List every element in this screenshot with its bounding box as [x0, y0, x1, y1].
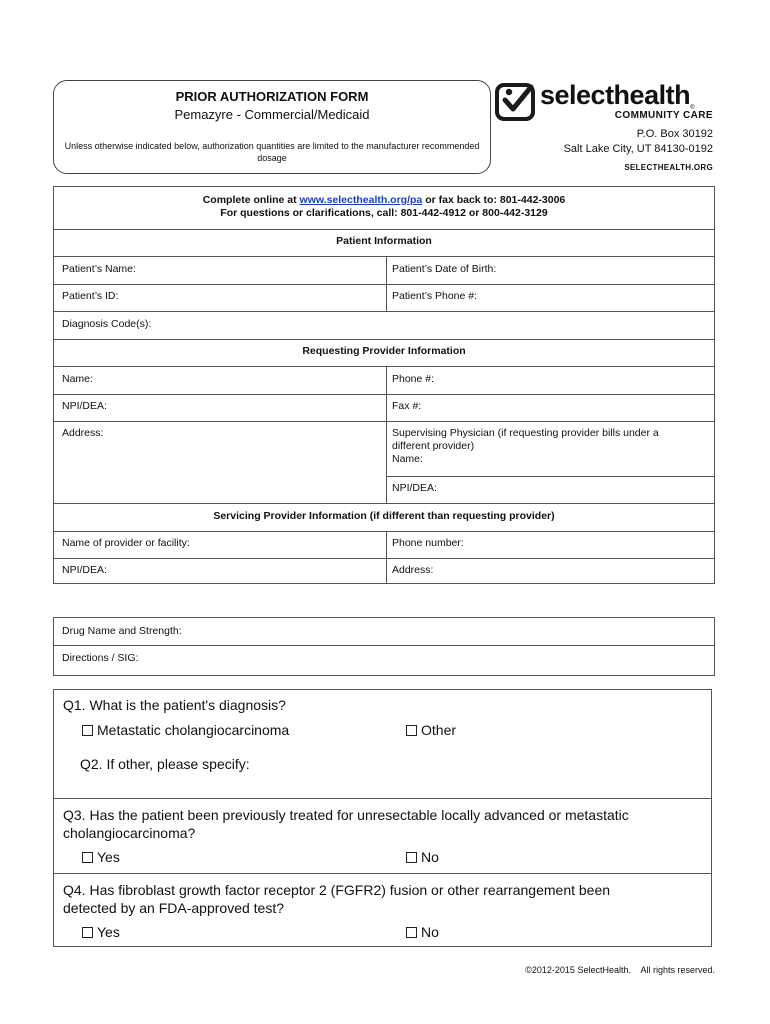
website-label: SELECTHEALTH.ORG	[624, 163, 713, 172]
checkbox-icon[interactable]	[82, 852, 93, 863]
brand-subtitle: COMMUNITY CARE	[614, 110, 713, 121]
form-subtitle: Pemazyre - Commercial/Medicaid	[174, 107, 370, 122]
checkbox-icon[interactable]	[406, 852, 417, 863]
requesting-name-field[interactable]: Name:	[62, 373, 93, 385]
form-title-box	[53, 80, 491, 174]
servicing-section-header: Servicing Provider Information (if different than requesting provider)	[213, 510, 555, 522]
q1-option-other[interactable]: Other	[406, 722, 456, 738]
address-line-1: P.O. Box 30192	[636, 128, 713, 140]
q2-text: Q2. If other, please specify:	[80, 756, 250, 772]
checkbox-icon[interactable]	[82, 725, 93, 736]
diagnosis-code-field[interactable]: Diagnosis Code(s):	[62, 318, 152, 330]
patient-phone-field[interactable]: Patient’s Phone #:	[392, 290, 478, 302]
supervising-physician-label: Supervising Physician (if requesting provider bills under a different provider) Name:	[392, 427, 659, 465]
drug-name-field[interactable]: Drug Name and Strength:	[62, 625, 182, 637]
copyright-footer: ©2012-2015 SelectHealth. All rights reserved.	[525, 965, 715, 975]
q4-option-no[interactable]: No	[406, 924, 439, 940]
servicing-name-field[interactable]: Name of provider or facility:	[62, 537, 190, 549]
brand-name: selecthealth®	[540, 80, 694, 111]
q3-option-yes[interactable]: Yes	[82, 849, 120, 865]
patient-id-field[interactable]: Patient’s ID:	[62, 290, 119, 302]
directions-field[interactable]: Directions / SIG:	[62, 652, 139, 664]
requesting-phone-field[interactable]: Phone #:	[392, 373, 435, 385]
supervising-npi-field[interactable]: NPI/DEA:	[392, 482, 437, 494]
q4-option-yes[interactable]: Yes	[82, 924, 120, 940]
q3-text: Q3. Has the patient been previously treated for unresectable locally advanced or metastatic cholangiocarcinoma?	[63, 807, 629, 841]
q1-option-metastatic[interactable]: Metastatic cholangiocarcinoma	[82, 722, 289, 738]
checkbox-icon[interactable]	[406, 927, 417, 938]
form-title: PRIOR AUTHORIZATION FORM	[175, 89, 369, 104]
checkmark-shield-icon	[494, 80, 538, 124]
patient-section-header: Patient Information	[336, 235, 432, 247]
form-note: Unless otherwise indicated below, authorization quantities are limited to the manufacturer recommended dosage	[64, 141, 480, 163]
requesting-npi-field[interactable]: NPI/DEA:	[62, 400, 107, 412]
contact-online-line: Complete online at www.selecthealth.org/pa or fax back to: 801-442-3006	[202, 194, 566, 206]
q3-option-no[interactable]: No	[406, 849, 439, 865]
address-line-2: Salt Lake City, UT 84130-0192	[563, 143, 713, 155]
servicing-npi-field[interactable]: NPI/DEA:	[62, 564, 107, 576]
requesting-section-header: Requesting Provider Information	[302, 345, 466, 357]
q1-text: Q1. What is the patient's diagnosis?	[63, 697, 286, 713]
supervising-name-field[interactable]: Name:	[392, 453, 423, 465]
servicing-address-field[interactable]: Address:	[392, 564, 434, 576]
requesting-fax-field[interactable]: Fax #:	[392, 400, 422, 412]
requesting-address-field[interactable]: Address:	[62, 427, 104, 439]
patient-name-field[interactable]: Patient’s Name:	[62, 263, 136, 275]
servicing-phone-field[interactable]: Phone number:	[392, 537, 464, 549]
q4-text: Q4. Has fibroblast growth factor receptor 2 (FGFR2) fusion or other rearrangement been detected by an FDA-approved test?	[63, 882, 611, 916]
contact-phone-line: For questions or clarifications, call: 801-442-4912 or 800-442-3129	[220, 207, 548, 219]
patient-dob-field[interactable]: Patient’s Date of Birth:	[392, 263, 497, 275]
pa-website-link[interactable]: www.selecthealth.org/pa	[299, 194, 423, 206]
checkbox-icon[interactable]	[406, 725, 417, 736]
checkbox-icon[interactable]	[82, 927, 93, 938]
selecthealth-logo	[494, 80, 719, 180]
